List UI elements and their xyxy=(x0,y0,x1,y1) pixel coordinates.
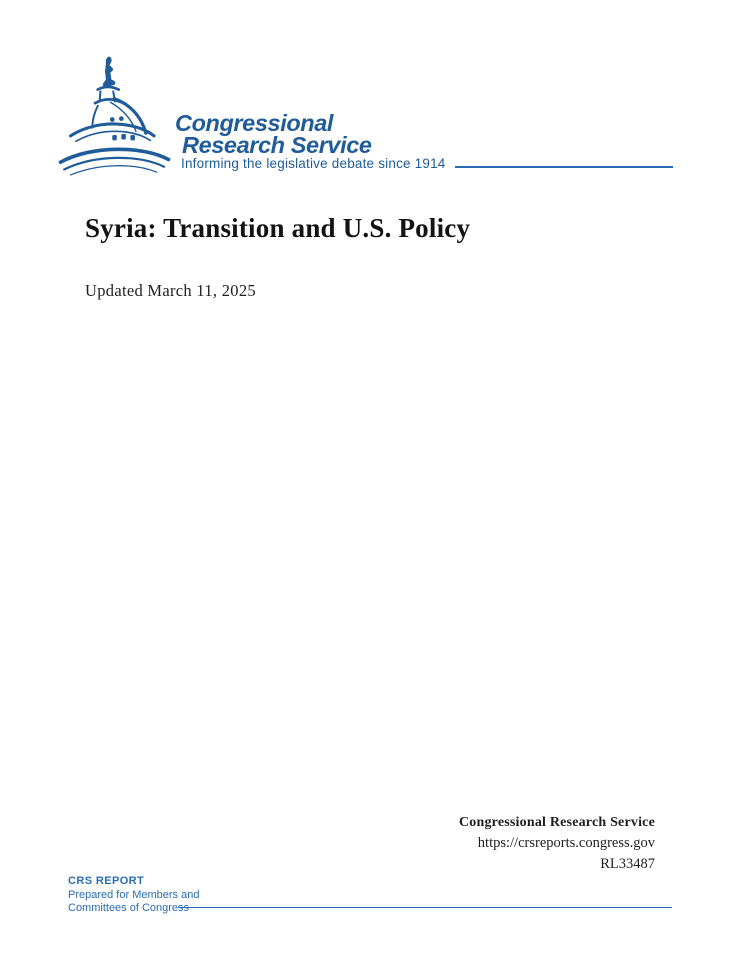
crs-footer-line2: Prepared for Members and xyxy=(68,888,200,901)
logo-tagline: Informing the legislative debate since 1914 xyxy=(181,156,446,171)
crs-wordmark xyxy=(175,112,372,156)
crs-wordmark-line1: Congressional xyxy=(175,110,334,136)
logo-tagline-row xyxy=(181,156,673,171)
crs-footer-line1: CRS REPORT xyxy=(68,875,145,887)
crs-footer-line3: Committees of Congress xyxy=(68,902,190,914)
document-report-number: RL33487 xyxy=(600,856,655,872)
crs-footer-block xyxy=(68,875,199,916)
crs-wordmark-line2: Research Service xyxy=(182,132,372,158)
document-info-url[interactable]: https://crsreports.congress.gov xyxy=(477,835,655,851)
document-info-org: Congressional Research Service xyxy=(458,815,655,830)
report-title: Syria: Transition and U.S. Policy xyxy=(85,213,471,243)
header-rule xyxy=(455,166,673,168)
footer-rule xyxy=(178,907,672,908)
document-info-block xyxy=(459,812,655,875)
report-updated-date: Updated March 11, 2025 xyxy=(85,281,256,300)
capitol-dome-icon xyxy=(56,46,174,184)
